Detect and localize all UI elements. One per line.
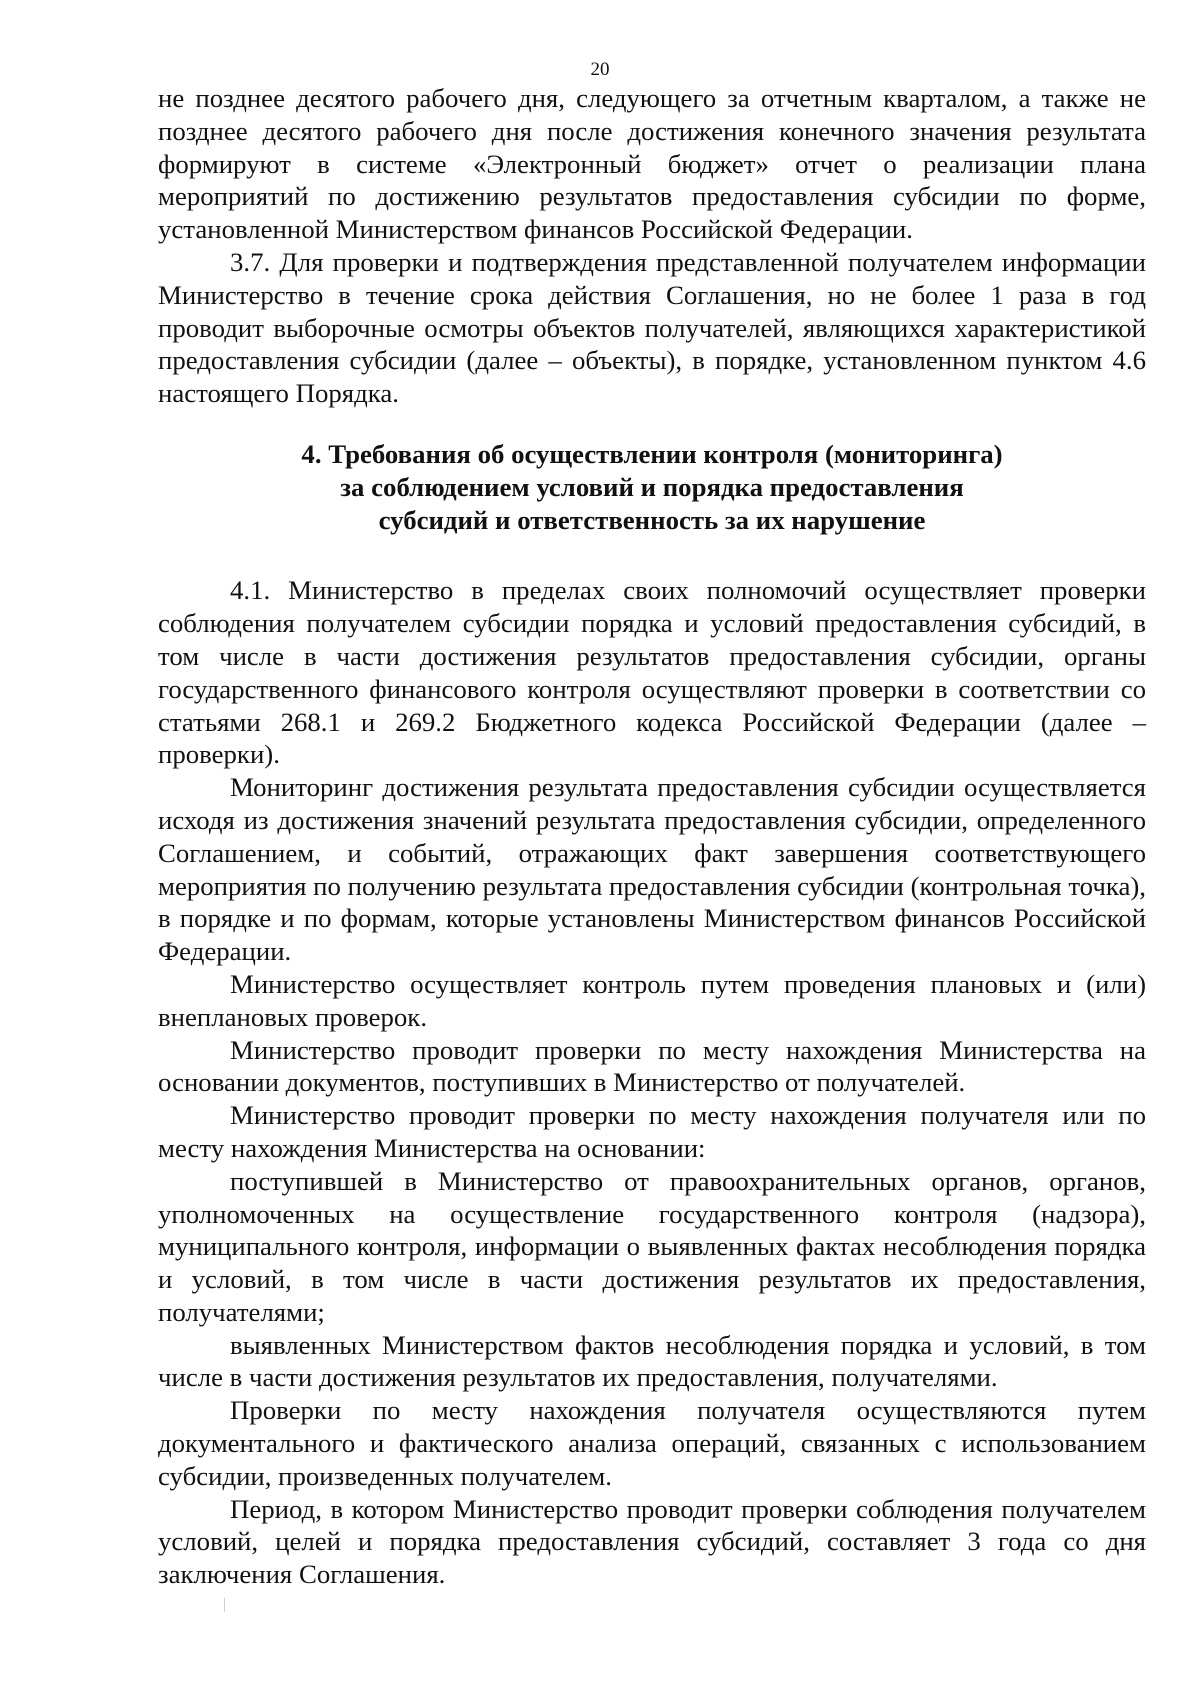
paragraph-continuation: не позднее десятого рабочего дня, следующего за отчетным кварталом, а также не позднее десятого рабочего дня после достижения конечного значения результата формируют в системе «Электронный бюджет» отчет о реализации плана мероприятий по достижению результатов предоставления субсидии по форме, установленной Министерством финансов Российской Федерации. — [158, 83, 1146, 245]
paragraph-basis-identified-facts: выявленных Министерством фактов несоблюдения порядка и условий, в том числе в части достижения результатов их предоставления, получателями. — [158, 1329, 1146, 1393]
paragraph-inspection-period: Период, в котором Министерство проводит проверки соблюдения получателем условий, целей и порядка предоставления субсидий, составляет 3 года со дня заключения Соглашения. — [158, 1493, 1146, 1590]
paragraph-inspection-ministry-location: Министерство проводит проверки по месту нахождения Министерства на основании документов, поступивших в Министерство от получателей. — [158, 1034, 1146, 1098]
section-heading-line: субсидий и ответственность за их нарушение — [378, 504, 926, 535]
page-number: 20 — [590, 59, 610, 80]
paragraph-inspection-recipient-location: Проверки по месту нахождения получателя осуществляются путем документального и фактического анализа операций, связанных с использованием субсидии, произведенных получателем. — [158, 1395, 1146, 1491]
paragraph-3-7: 3.7. Для проверки и подтверждения представленной получателем информации Министерство в течение срока действия Соглашения, но не более 1 раза в год проводит выборочные осмотры объектов получателей, являющихся характеристикой предоставления субсидии (далее – объекты), в порядке, установленном пунктом 4.6 настоящего Порядка. — [158, 246, 1146, 409]
section-heading-line: за соблюдением условий и порядка предоставления — [340, 471, 964, 502]
paragraph-control-method: Министерство осуществляет контроль путем проведения плановых и (или) внеплановых проверок. — [158, 968, 1146, 1032]
document-body — [158, 82, 1146, 1591]
section-heading-line: 4. Требования об осуществлении контроля (мониторинга) — [301, 438, 1003, 469]
paragraph-4-1: 4.1. Министерство в пределах своих полномочий осуществляет проверки соблюдения получателем субсидии порядка и условий предоставления субсидий, в том числе в части достижения результатов предоставления субсидии, органы государственного финансового контроля осуществляют проверки в соответствии со статьями 268.1 и 269.2 Бюджетного кодекса Российской Федерации (далее – проверки). — [158, 575, 1146, 770]
section-4-heading — [158, 438, 1146, 536]
paragraph-monitoring: Мониторинг достижения результата предоставления субсидии осуществляется исходя из достижения значений результата предоставления субсидии, определенного Соглашением, и событий, отражающих факт завершения соответствующего мероприятия по получению результата предоставления субсидии (контрольная точка), в порядке и по формам, которые установлены Министерством финансов Российской Федерации. — [158, 772, 1146, 967]
scan-artifact — [224, 1598, 225, 1612]
paragraph-basis-law-enforcement: поступившей в Министерство от правоохранительных органов, органов, уполномоченных на осуществление государственного контроля (надзора), муниципального контроля, информации о выявленных фактах несоблюдения порядка и условий, в том числе в части достижения результатов их предоставления, получателями; — [158, 1165, 1146, 1327]
paragraph-inspection-basis: Министерство проводит проверки по месту нахождения получателя или по месту нахождения Министерства на основании: — [158, 1100, 1146, 1163]
